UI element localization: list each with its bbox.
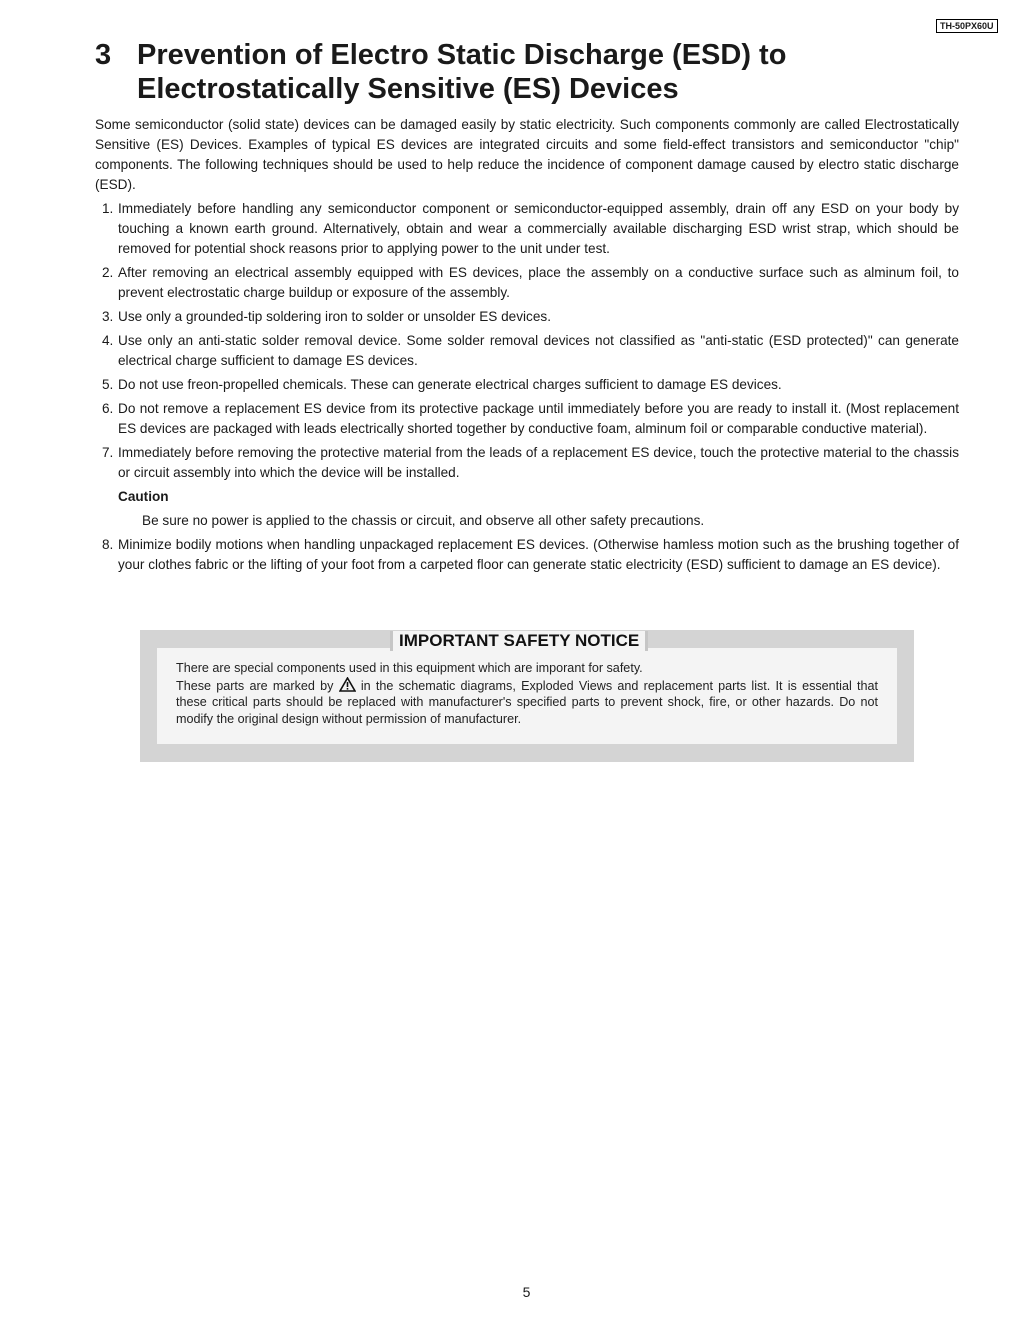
list-item — [95, 443, 959, 483]
safety-notice-text — [176, 660, 878, 727]
safety-notice-box — [140, 630, 914, 762]
notice-line1: There are special components used in this equipment which are imporant for safety. — [176, 661, 643, 675]
section-title-line2: Electrostatically Sensitive (ES) Devices — [137, 73, 679, 105]
section-heading — [95, 38, 975, 106]
list-item — [95, 375, 959, 395]
step-number: 8. — [102, 537, 114, 552]
list-item — [95, 263, 959, 303]
step-number: 6. — [102, 401, 114, 416]
list-item — [95, 331, 959, 371]
step-text: Immediately before handling any semiconductor component or semiconductor-equipped assembly, drain off any ESD on your body by touching a known earth ground. Alternatively, obtain and wear a commercially available discharging ESD wrist strap, which should be removed for potential shock reasons prior to applying power to the unit under test. — [118, 201, 959, 256]
section-title-line1: Prevention of Electro Static Discharge (ESD) to — [137, 39, 787, 71]
esd-steps-list — [95, 199, 959, 483]
step-text: Minimize bodily motions when handling unpackaged replacement ES devices. (Otherwise hamless motion such as the brushing together of your clothes fabric or the lifting of your foot from a carpeted floor can generate static electricity (ESD) sufficient to damage an ES device). — [118, 537, 959, 572]
list-item — [95, 307, 959, 327]
notice-line2-rest: in the schematic diagrams, Exploded Views and replacement parts list. It is essential that these critical parts should be replaced with manufacturer's specified parts to prevent shock, fire, or other hazards. Do not modify the original design without permission of manufacturer. — [176, 678, 879, 726]
step-number: 1. — [102, 201, 114, 216]
step-number: 3. — [102, 309, 114, 324]
esd-steps-list-continued — [95, 535, 959, 575]
step-text: Do not remove a replacement ES device from its protective package until immediately before you are ready to install it. (Most replacement ES devices are packaged with leads electrically shorted together by conductive foam, alminum foil or comparable conductive material). — [118, 401, 959, 436]
warning-triangle-icon — [339, 677, 356, 692]
step-text: Immediately before removing the protective material from the leads of a replacement ES device, touch the protective material to the chassis or circuit assembly into which the device will be installed. — [118, 445, 959, 480]
step-text: Use only an anti-static solder removal device. Some solder removal devices not classified as "anti-static (ESD protected)" can generate electrical charge sufficient to damage ES devices. — [118, 333, 959, 368]
model-number-tag: TH-50PX60U — [936, 19, 998, 33]
step-number: 2. — [102, 265, 114, 280]
intro-paragraph: Some semiconductor (solid state) devices can be damaged easily by static electricity. Such components commonly are called Electrostatically Sensitive (ES) Devices. Examples of typical ES devices are integrated circuits and some field-effect transistors and semiconductor "chip" components. The following techniques should be used to help reduce the incidence of component damage caused by electro static discharge (ESD). — [95, 117, 959, 192]
section-number: 3 — [95, 39, 112, 71]
step-text: Do not use freon-propelled chemicals. These can generate electrical charges sufficient to damage ES devices. — [118, 377, 782, 392]
list-item — [95, 535, 959, 575]
caution-text: Be sure no power is applied to the chassis or circuit, and observe all other safety precautions. — [142, 513, 705, 528]
safety-notice-title: IMPORTANT SAFETY NOTICE — [390, 631, 648, 651]
section-body — [95, 115, 959, 579]
step-text: After removing an electrical assembly equipped with ES devices, place the assembly on a conductive surface such as alminum foil, to prevent electrostatic charge buildup or exposure of the assembly. — [118, 265, 959, 300]
step-number: 7. — [102, 445, 114, 460]
list-item — [95, 399, 959, 439]
step-number: 5. — [102, 377, 114, 392]
list-item — [95, 199, 959, 259]
step-text: Use only a grounded-tip soldering iron to solder or unsolder ES devices. — [118, 309, 551, 324]
step-number: 4. — [102, 333, 114, 348]
notice-line2-start: These parts are marked by — [176, 678, 334, 693]
page-number: 5 — [522, 1284, 531, 1300]
caution-title: Caution — [118, 489, 169, 504]
